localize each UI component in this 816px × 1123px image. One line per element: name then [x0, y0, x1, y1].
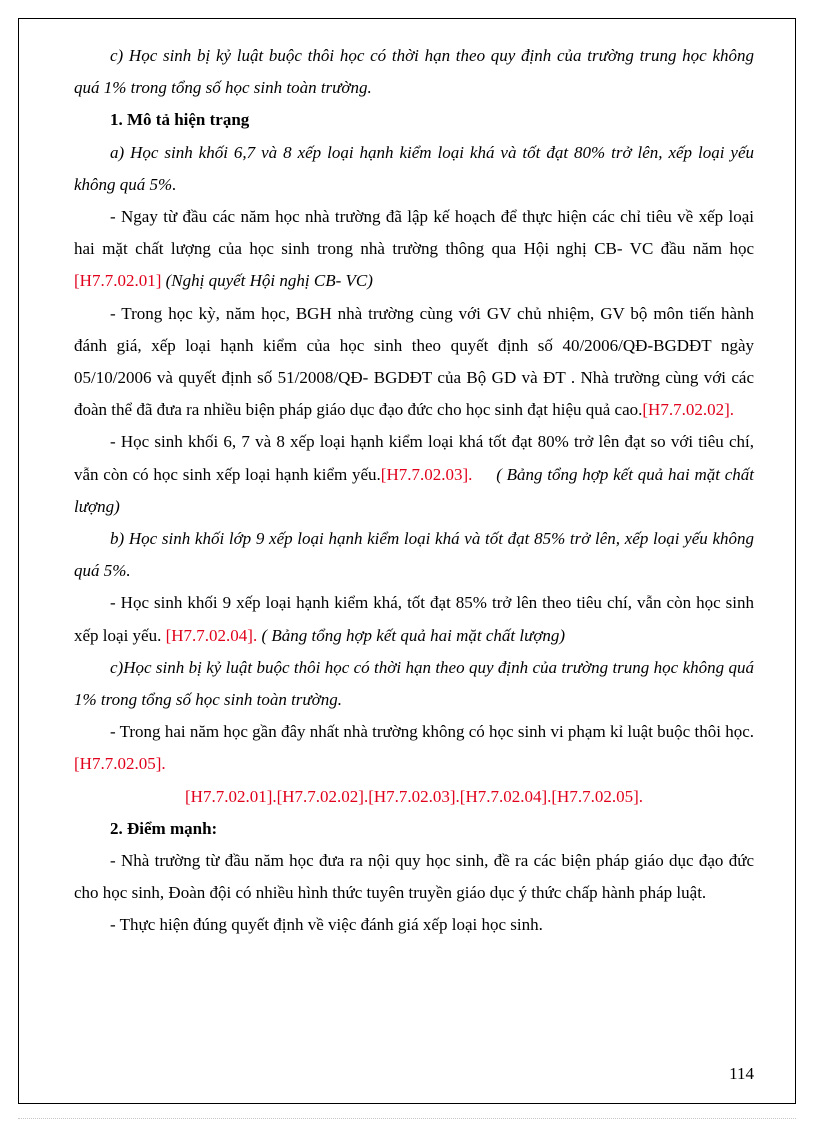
paragraph-note: (Nghị quyết Hội nghị CB- VC): [161, 271, 373, 291]
paragraph-criterion-b: b) Học sinh khối lớp 9 xếp loại hạnh kiểm loại khá và tốt đạt 85% trở lên, xếp loại yếu không quá 5%.: [74, 529, 754, 581]
paragraph-criterion-a: a) Học sinh khối 6,7 và 8 xếp loại hạnh kiểm loại khá và tốt đạt 80% trở lên, xếp loại yếu không quá 5%.: [74, 142, 754, 194]
paragraph-strength-1: - Nhà trường từ đầu năm học đưa ra nội quy học sinh, đề ra các biện pháp giáo dục đạo đức cho học sinh, Đoàn đội có nhiều hình thức tuyên truyền giáo dục ý thức chấp hành pháp luật.: [74, 851, 754, 903]
paragraph-grade-6-8: [74, 426, 759, 523]
heading-current-status: 1. Mô tả hiện trạng: [110, 110, 250, 130]
paragraph-strength-2: - Thực hiện đúng quyết định về việc đánh giá xếp loại học sinh.: [110, 915, 543, 935]
page-number: 114: [729, 1064, 754, 1083]
paragraph-note: ( Bảng tổng hợp kết quả hai mặt chất lượng): [257, 625, 566, 645]
heading-strengths: 2. Điểm mạnh:: [110, 818, 218, 838]
evidence-references-line: [H7.7.02.01].[H7.7.02.02].[H7.7.02.03].[H7.7.02.04].[H7.7.02.05].: [185, 786, 643, 806]
document-body: [74, 40, 759, 942]
paragraph-text: - Trong hai năm học gần đây nhất nhà trường không có học sinh vi phạm kỉ luật buộc thôi học.: [110, 722, 754, 742]
evidence-reference: [H7.7.02.02].: [642, 400, 734, 420]
evidence-reference: [H7.7.02.03].: [380, 464, 473, 484]
footer-divider: [18, 1118, 796, 1119]
paragraph-criterion-c: c) Học sinh bị kỷ luật buộc thôi học có thời hạn theo quy định của trường trung học không quá 1% trong tổng số học sinh toàn trường.: [74, 46, 754, 98]
paragraph-discipline: [74, 716, 754, 780]
paragraph-criterion-c2: c)Học sinh bị kỷ luật buộc thôi học có thời hạn theo quy định của trường trung học không quá 1% trong tổng số học sinh toàn trường.: [74, 657, 754, 710]
paragraph-evaluation: [74, 298, 754, 427]
paragraph-text: - Học sinh khối 6, 7 và 8 xếp loại hạnh kiểm loại khá tốt đạt 80% trở lên đạt so với tiêu chí, vẫn còn có học sinh xếp loại hạnh kiểm yếu.: [74, 432, 754, 484]
evidence-reference: [H7.7.02.01]: [74, 271, 162, 291]
evidence-reference: [H7.7.02.04].: [165, 625, 258, 645]
paragraph-text: - Trong học kỳ, năm học, BGH nhà trường cùng với GV chủ nhiệm, GV bộ môn tiến hành đánh giá, xếp loại hạnh kiểm của học sinh theo quyết định số 40/2006/QĐ-BGDĐT ngày 05/10/2006 và quyết định số 51/2008/QĐ- BGDĐT của Bộ GD và ĐT . Nhà trường cùng với các đoàn thể đã đưa ra nhiều biện pháp giáo dục đạo đức cho học sinh đạt hiệu quả cao.: [74, 303, 754, 420]
paragraph-grade-9: [74, 587, 754, 651]
paragraph-note: ( Bảng tổng hợp kết quả hai mặt chất lượng): [74, 464, 759, 516]
paragraph-text: - Ngay từ đầu các năm học nhà trường đã lập kế hoạch để thực hiện các chỉ tiêu về xếp loại hai mặt chất lượng của học sinh trong nhà trường thông qua Hội nghị CB- VC đầu năm học: [74, 207, 754, 259]
evidence-reference: [H7.7.02.05].: [74, 754, 166, 774]
paragraph-planning: [74, 201, 754, 298]
paragraph-text: - Học sinh khối 9 xếp loại hạnh kiểm khá, tốt đạt 85% trở lên theo tiêu chí, vẫn còn học sinh xếp loại yếu.: [74, 593, 754, 645]
